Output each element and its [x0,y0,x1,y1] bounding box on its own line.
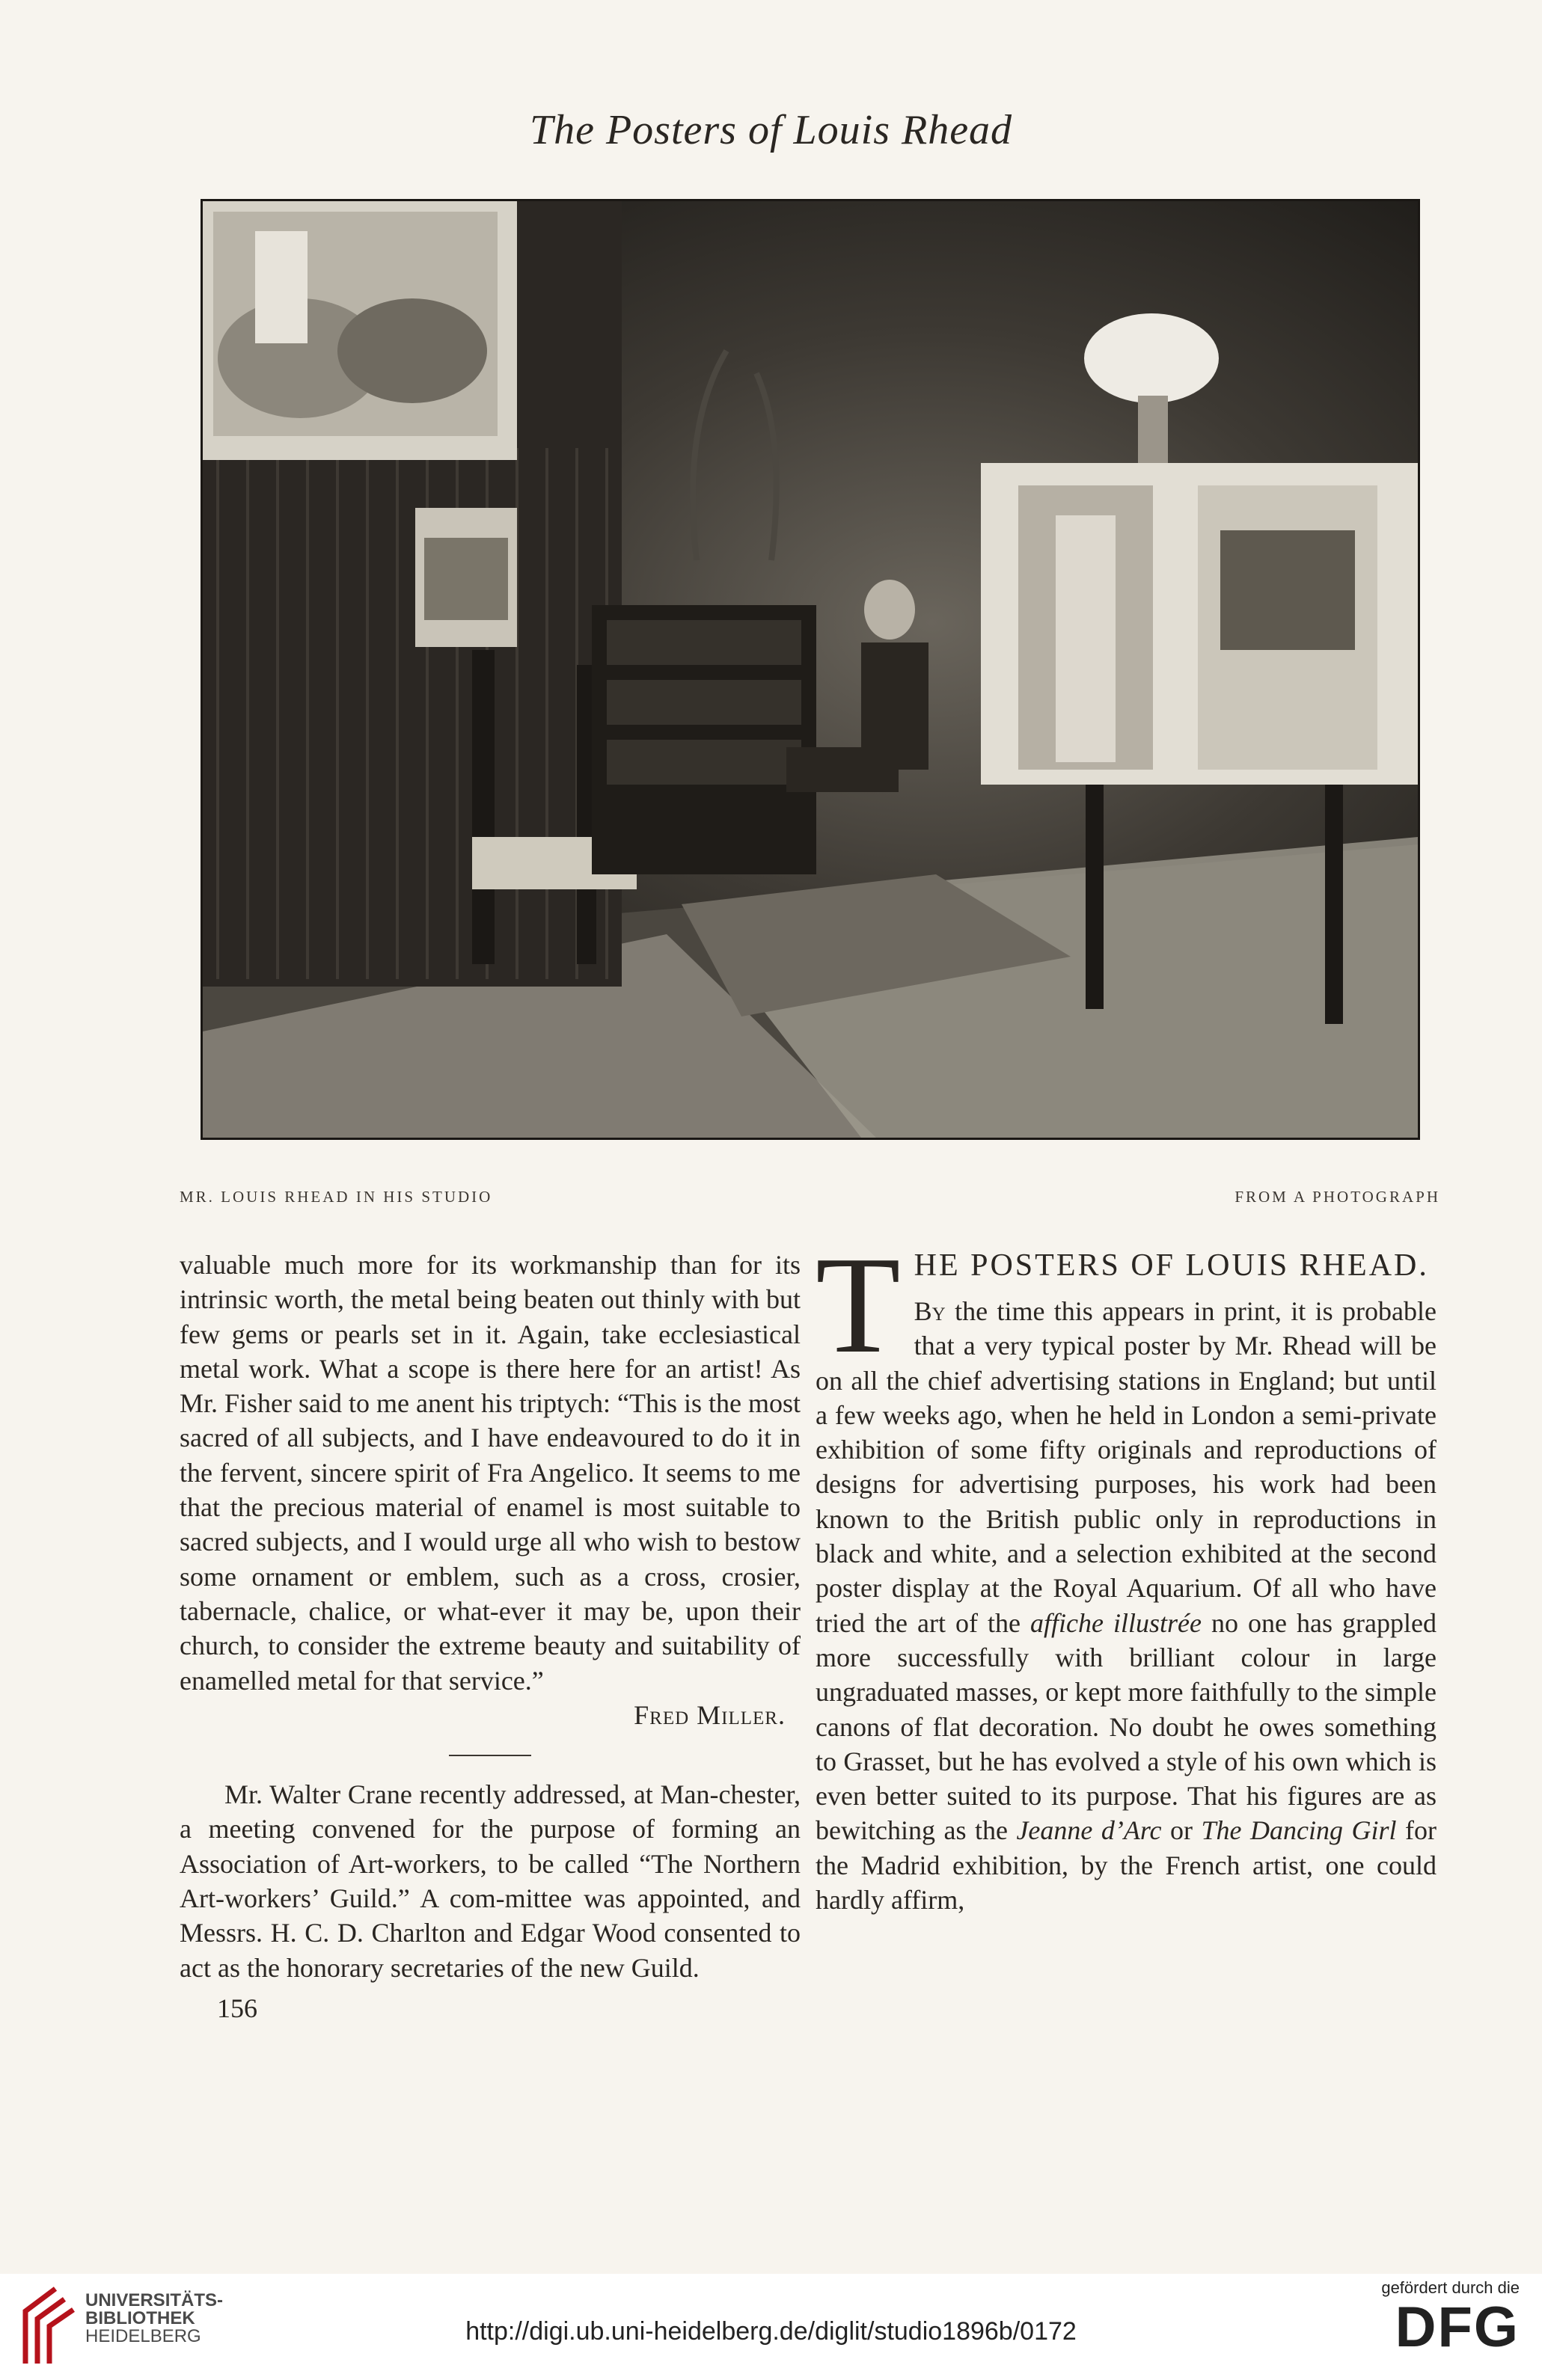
text-run: for the Madrid exhibition, by the French artist, one could hardly affirm, [816,1815,1437,1916]
italic-term: affiche illustrée [1030,1607,1202,1638]
page-number: 156 [217,1993,257,2023]
paragraph: Mr. Walter Crane recently addressed, at Man-chester, a meeting convened for the purpose of forming an Association of Art-workers, to be called “The Northern Art-workers’ Guild.” A com-mittee was appointed, and Messrs. H. C. D. Charlton and Edgar Wood consented to act as the honorary secretaries of the new Guild. [180,1779,801,1983]
text-run: no one has grappled more successfully with brilliant colour in large ungraduated masses, or kept more faithfully to the simple canons of flat decoration. No doubt he owes something to Grasset, but he has evolved a style of his own which is even better suited to its purpose. That his figures are as bewitching as the [816,1607,1437,1846]
studio-photograph-drawing [203,201,1418,1138]
right-column [816,1228,1437,1917]
figure-caption: MR. LOUIS RHEAD IN HIS STUDIO [180,1188,493,1206]
article-headline: HE POSTERS OF LOUIS RHEAD. [914,1248,1429,1283]
text-run: the time this appears in print, it is probable that a very typical poster by Mr. Rhead will be on all the chief advertising stations in England; but until a few weeks ago, when he held in London a semi-private exhibition of some fifty originals and reproductions of designs for advertising purposes, his work had been known to the British public only in reproductions in black and white, and a selection exhibited at the second poster display at the Royal Aquarium. Of all who have tried the art of the [816,1296,1437,1638]
permalink[interactable]: http://digi.ub.uni-heidelberg.de/diglit/studio1896b/0172 [465,2317,1077,2346]
digitization-footer [0,2274,1542,2380]
library-name-line: BIBLIOTHEK [85,2308,195,2328]
section-divider [449,1755,531,1756]
dfg-logo: DFG [1395,2295,1520,2359]
paragraph [816,1294,1437,1917]
studio-photograph [201,199,1420,1140]
left-column [180,1248,801,2025]
library-name-line: UNIVERSITÄTS- [85,2290,224,2310]
italic-title: Jeanne d’Arc [1016,1815,1162,1846]
italic-title: The Dancing Girl [1201,1815,1397,1846]
paragraph: valuable much more for its workmanship than for its intrinsic worth, the metal being beaten out thinly with but few gems or pearls set in it. Again, take ecclesiastical metal work. What a scope is there here for an artist! As Mr. Fisher said to me anent his triptych: “This is the most sacred of all subjects, and I have endeavoured to do it in the fervent, sincere spirit of Fra Angelico. It seems to me that the precious material of enamel is most suitable to sacred subjects, and I would urge all who wish to bestow some ornament or emblem, such as a cross, crosier, tabernacle, chalice, or what-ever it may be, upon their church, to consider the extreme beauty and suitability of enamelled metal for that service.” [180,1250,801,1696]
author-signature: Fred Miller. [634,1699,786,1730]
lead-word: By [914,1296,946,1326]
library-name-line: HEIDELBERG [85,2326,201,2346]
figure-credit: FROM A PHOTOGRAPH [1234,1188,1440,1206]
drop-cap: T [816,1228,901,1382]
text-run: or [1161,1815,1202,1846]
funder-label: gefördert durch die [1381,2278,1520,2297]
running-title: The Posters of Louis Rhead [529,107,1013,153]
funder-credit [1381,2278,1520,2359]
